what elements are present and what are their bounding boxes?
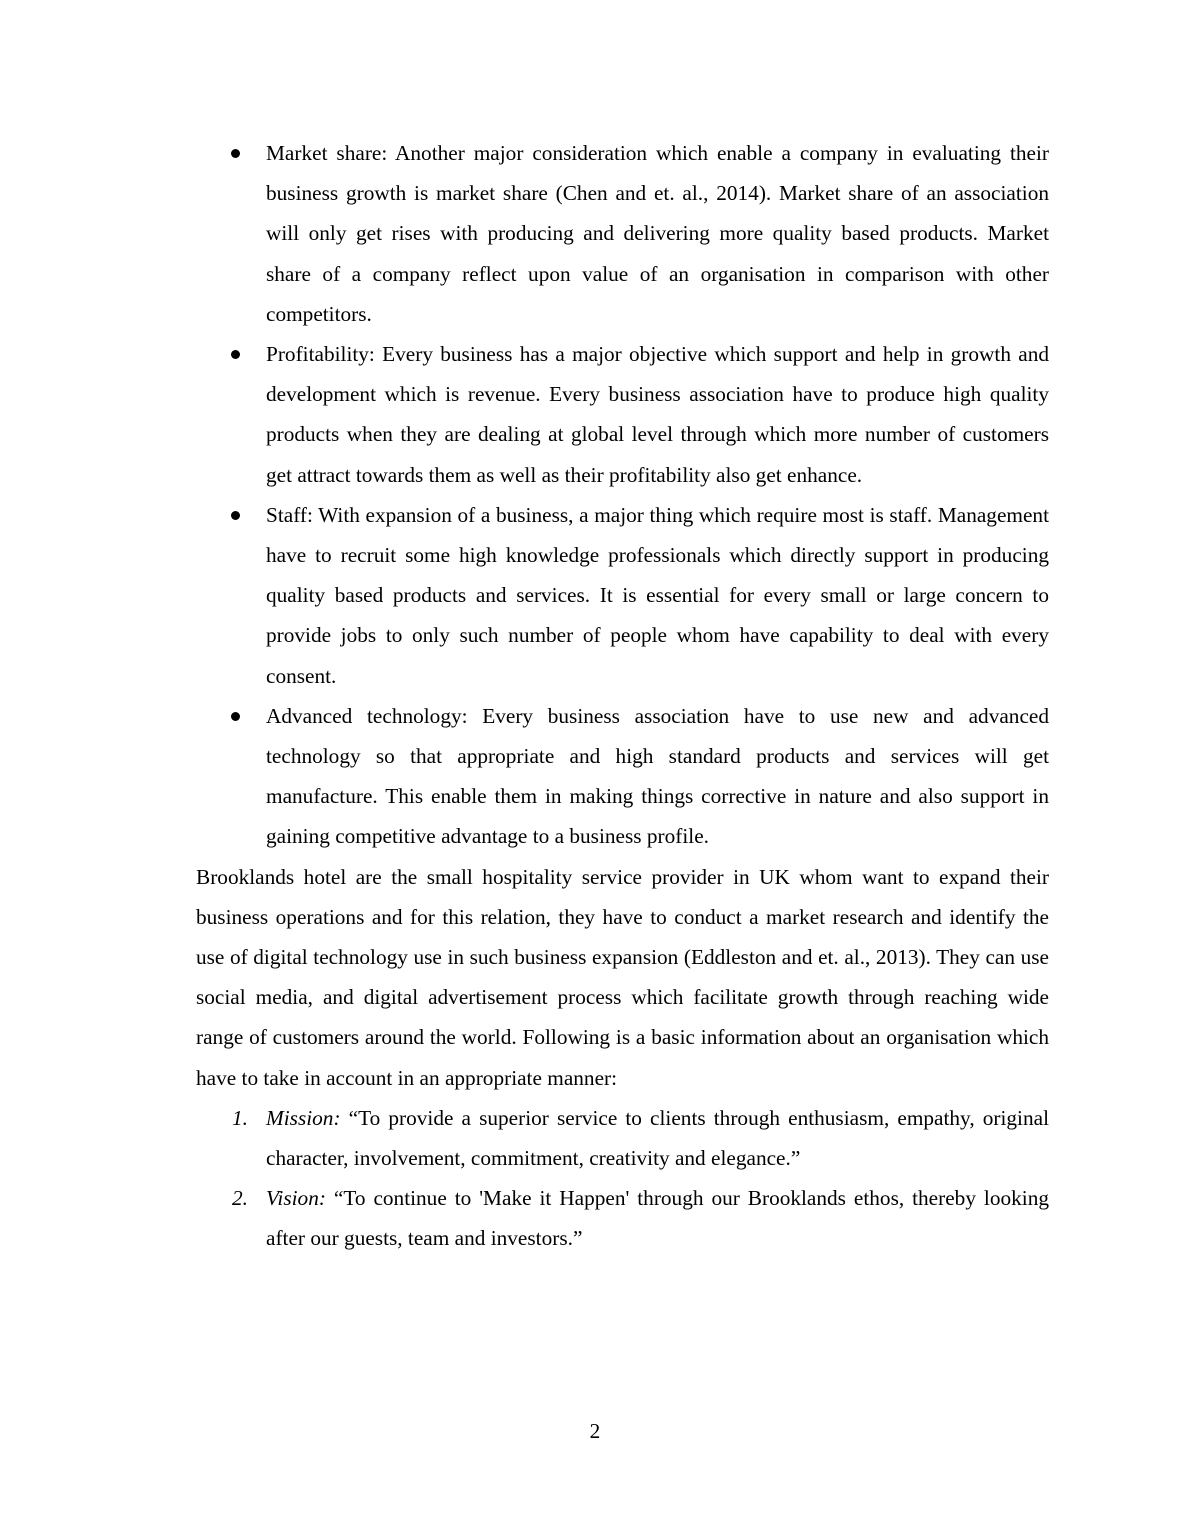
- list-number: 1.: [232, 1105, 248, 1130]
- bullet-item-advanced-technology: [196, 696, 1049, 857]
- bullet-text: Advanced technology: Every business association have to use new and advanced technology so that appropriate and high standard products and services will get manufacture. This enable them in making things corrective in nature and also support in gaining competitive advantage to a business profile.: [266, 703, 1049, 849]
- bullet-item-market-share: [196, 133, 1049, 334]
- item-text: “To continue to 'Make it Happen' through our Brooklands ethos, thereby looking after our guests, team and investors.”: [266, 1186, 1049, 1251]
- list-number: 2.: [232, 1186, 248, 1211]
- bullet-item-profitability: [196, 334, 1049, 495]
- bullet-icon: [231, 350, 240, 359]
- bullet-item-staff: [196, 495, 1049, 696]
- item-label: Mission:: [266, 1105, 341, 1130]
- page-content: [196, 133, 1049, 1259]
- body-paragraph: Brooklands hotel are the small hospitality service provider in UK whom want to expand their business operations and for this relation, they have to conduct a market research and identify the use of digital technology use in such business expansion (Eddleston and et. al., 2013). They can use social media, and digital advertisement process which facilitate growth through reaching wide range of customers around the world. Following is a basic information about an organisation which have to take in account in an appropriate manner:: [196, 864, 1049, 1090]
- bullet-text: Profitability: Every business has a major objective which support and help in growth and development which is revenue. Every business association have to produce high quality products when they are dealing at global level through which more number of customers get attract towards them as well as their profitability also get enhance.: [266, 342, 1049, 487]
- bullet-icon: [231, 511, 240, 520]
- bullet-icon: [231, 712, 240, 721]
- numbered-item-mission: [196, 1098, 1049, 1178]
- page-number: 2: [589, 1419, 601, 1443]
- numbered-list: [196, 1098, 1049, 1259]
- bullet-icon: [231, 149, 240, 158]
- bullet-list: [196, 133, 1049, 857]
- item-label: Vision:: [266, 1186, 326, 1211]
- bullet-text: Staff: With expansion of a business, a major thing which require most is staff. Management have to recruit some high knowledge professionals which directly support in producing quality based products and services. It is essential for every small or large concern to provide jobs to only such number of people whom have capability to deal with every consent.: [266, 502, 1049, 688]
- bullet-text: Market share: Another major consideration which enable a company in evaluating their business growth is market share (Chen and et. al., 2014). Market share of an association will only get rises with producing and delivering more quality based products. Market share of a company reflect upon value of an organisation in comparison with other competitors.: [266, 141, 1049, 326]
- numbered-item-vision: [196, 1178, 1049, 1258]
- item-text: “To provide a superior service to clients through enthusiasm, empathy, original character, involvement, commitment, creativity and elegance.”: [266, 1105, 1049, 1171]
